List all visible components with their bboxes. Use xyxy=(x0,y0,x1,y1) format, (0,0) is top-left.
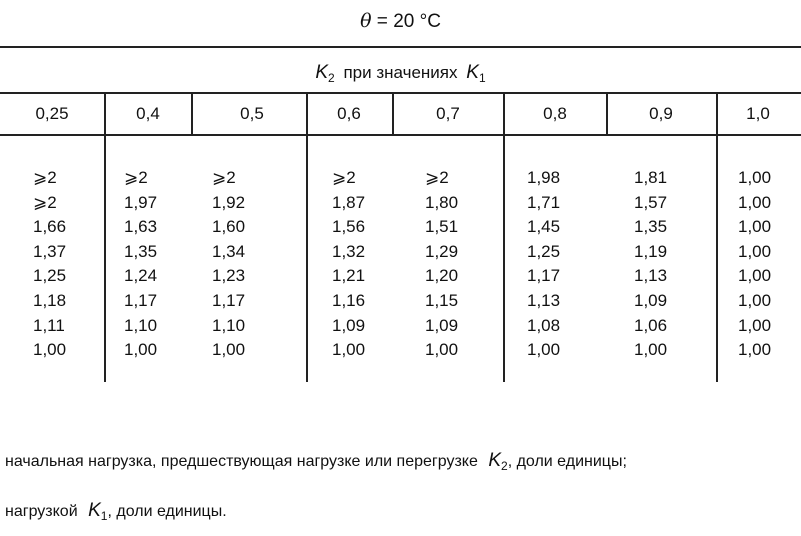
column-divider xyxy=(503,92,505,382)
table-cell: 1,00 xyxy=(212,340,246,359)
table-cell: 1,09 xyxy=(634,291,668,310)
table-cell: 1,00 xyxy=(738,217,772,236)
table-cell: 1,00 xyxy=(738,340,772,359)
table-cell: 1,09 xyxy=(425,316,459,335)
table-cell: 1,60 xyxy=(212,217,246,236)
table-cell: 1,13 xyxy=(634,266,668,285)
footnote-k2-tail: , доли единицы; xyxy=(507,453,627,470)
footnote-k1-tail: , доли единицы. xyxy=(107,503,227,520)
column-divider xyxy=(191,92,193,134)
table-cell: 1,13 xyxy=(527,291,561,310)
table-cell: 1,19 xyxy=(634,242,668,261)
table-cell: 1,87 xyxy=(332,193,366,212)
equals-sign: = xyxy=(376,11,388,32)
table-cell: 1,57 xyxy=(634,193,668,212)
column-divider xyxy=(104,92,106,382)
k1-symbol: K xyxy=(466,62,479,83)
title-divider xyxy=(0,46,801,48)
table-cell: 1,35 xyxy=(634,217,668,236)
table-cell: 1,00 xyxy=(527,340,561,359)
table-cell: 1,32 xyxy=(332,242,366,261)
table-cell: 1,51 xyxy=(425,217,459,236)
table-cell: 1,66 xyxy=(33,217,67,236)
footnote-k2-symbol: K xyxy=(488,450,501,471)
column-divider xyxy=(306,92,308,382)
table-cell: 1,06 xyxy=(634,316,668,335)
column-header: 0,9 xyxy=(649,104,673,123)
table-cell: 1,10 xyxy=(124,316,158,335)
column-header: 1,0 xyxy=(746,104,770,123)
table-cell: 1,97 xyxy=(124,193,158,212)
table-cell: ⩾2 xyxy=(33,193,57,212)
table-cell: 1,00 xyxy=(738,168,772,187)
footnote-k1-subscript: 1 xyxy=(100,509,108,523)
footnote-k1-text: нагрузкой xyxy=(5,503,78,520)
table-cell: 1,20 xyxy=(425,266,459,285)
column-header: 0,6 xyxy=(337,104,361,123)
table-cell: 1,25 xyxy=(527,242,561,261)
footnote-k1-symbol: K xyxy=(88,500,101,521)
table-cell: 1,37 xyxy=(33,242,67,261)
table-cell: 1,23 xyxy=(212,266,246,285)
table-cell: 1,00 xyxy=(124,340,158,359)
table-cell: 1,80 xyxy=(425,193,459,212)
column-divider xyxy=(716,92,718,382)
table-cell: ⩾2 xyxy=(124,168,148,187)
footnote-k2 xyxy=(5,450,627,472)
table-cell: 1,29 xyxy=(425,242,459,261)
table-cell: 1,81 xyxy=(634,168,668,187)
table-cell: ⩾2 xyxy=(33,168,57,187)
table-cell: 1,45 xyxy=(527,217,561,236)
table-cell: 1,16 xyxy=(332,291,366,310)
table-cell: 1,00 xyxy=(634,340,668,359)
table-title xyxy=(0,10,801,33)
table-cell: 1,09 xyxy=(332,316,366,335)
table-cell: 1,24 xyxy=(124,266,158,285)
table-cell: 1,18 xyxy=(33,291,67,310)
table-cell: 1,17 xyxy=(212,291,246,310)
table-cell: 1,00 xyxy=(33,340,67,359)
footnote-k1 xyxy=(5,500,227,522)
table-cell: 1,17 xyxy=(527,266,561,285)
table-cell: 1,17 xyxy=(124,291,158,310)
column-header: 0,4 xyxy=(136,104,160,123)
footnote-k2-text: начальная нагрузка, предшествующая нагрузке или перегрузке xyxy=(5,453,478,470)
table-cell: 1,98 xyxy=(527,168,561,187)
k1-subscript: 1 xyxy=(478,71,486,85)
table-cell: 1,35 xyxy=(124,242,158,261)
table-cell: ⩾2 xyxy=(425,168,449,187)
table-cell: 1,71 xyxy=(527,193,561,212)
column-header: 0,5 xyxy=(240,104,264,123)
subtitle-text: при значениях xyxy=(343,63,458,82)
temperature-value: 20 °C xyxy=(393,11,441,32)
column-divider xyxy=(606,92,608,134)
table-cell: 1,00 xyxy=(738,291,772,310)
table-cell: ⩾2 xyxy=(332,168,356,187)
column-header: 0,25 xyxy=(35,104,69,123)
table-cell: 1,00 xyxy=(738,193,772,212)
table-cell: 1,34 xyxy=(212,242,246,261)
table-cell: 1,92 xyxy=(212,193,246,212)
footnote-k2-subscript: 2 xyxy=(501,459,508,473)
table-cell: 1,08 xyxy=(527,316,561,335)
table-cell: 1,00 xyxy=(738,316,772,335)
column-divider xyxy=(392,92,394,134)
table-cell: 1,15 xyxy=(425,291,459,310)
table-cell: 1,63 xyxy=(124,217,158,236)
column-header: 0,8 xyxy=(543,104,567,123)
table-cell: 1,00 xyxy=(332,340,366,359)
table-cell: 1,00 xyxy=(738,266,772,285)
column-header: 0,7 xyxy=(436,104,460,123)
table-subtitle xyxy=(0,62,801,84)
table-cell: 1,56 xyxy=(332,217,366,236)
table-cell: 1,11 xyxy=(33,316,65,335)
header-divider xyxy=(0,134,801,136)
theta-symbol: θ xyxy=(360,10,372,32)
subtitle-divider xyxy=(0,92,801,94)
k2-subscript: 2 xyxy=(328,71,335,85)
k2-symbol: K xyxy=(315,62,329,83)
table-cell: 1,25 xyxy=(33,266,67,285)
table-cell: 1,10 xyxy=(212,316,246,335)
table-cell: 1,21 xyxy=(332,266,366,285)
table-cell: 1,00 xyxy=(738,242,772,261)
table-cell: ⩾2 xyxy=(212,168,236,187)
table-cell: 1,00 xyxy=(425,340,459,359)
